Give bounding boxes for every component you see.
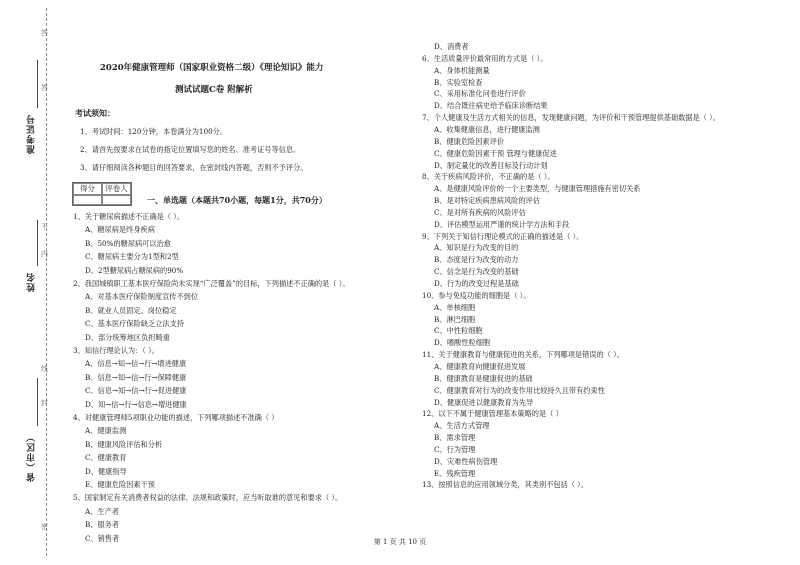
page-footer: 第 1 页 共 10 页 <box>373 538 427 546</box>
answer-option: A、是健康风险评价的一个主要类型，与健康管理措施有密切关系 <box>434 184 641 194</box>
notice-item: 1、考试时间：120分钟，本卷满分为100分。 <box>80 127 228 136</box>
question-stem: 7、个人健康及生活方式相关的信息，发现健康问题，为评价和干预管理提供基础数据是（ ）。 <box>422 113 720 123</box>
answer-option: A、收集健康信息，进行健康监测 <box>434 124 540 134</box>
score-cell[interactable] <box>73 195 102 205</box>
seal-mark: 答 <box>41 84 48 92</box>
notice-item: 3、请仔细阅读各种题目的回答要求，在密封线内答题，否则不予评分。 <box>80 163 308 172</box>
question-stem: 4、对健康管理师5项职业功能的描述，下列哪项描述不准确（ ） <box>73 413 279 422</box>
answer-option: B、是对特定疾病患病风险的评估 <box>434 196 540 206</box>
answer-option: C、采用标准化问卷进行评价 <box>434 89 526 99</box>
question-stem: 1、关于糖尿病描述不正确是（ ）。 <box>73 212 185 221</box>
section-heading: 一、单选题（本题共70小题，每题1分，共70分） <box>147 195 327 205</box>
exam-number-label: 准考证号 <box>27 114 37 154</box>
question-stem: 12、以下不属于健康管理基本策略的是（ ） <box>422 409 563 419</box>
grader-cell-label: 评卷人 <box>102 183 131 195</box>
seal-mark: 内 <box>41 250 48 258</box>
question-stem: 10、参与免疫功能的细胞是（ ）。 <box>422 290 531 300</box>
question-stem: 11、关于健康教育与健康促进的关系，下列哪项是错误的（ ）。 <box>422 350 624 360</box>
province-label: 省（市区） <box>27 432 37 482</box>
question-stem: 3、知信行理论认为：（ ）。 <box>73 346 159 355</box>
answer-option: A、糖尿病是终身疾病 <box>85 225 155 235</box>
answer-option: B、实验室检查 <box>434 77 483 87</box>
answer-option: A、身体机能测量 <box>434 65 490 75</box>
answer-option: D、健康指导 <box>85 466 127 476</box>
question-stem: 9、下列关于知信行理论模式的正确的描述是（ ）。 <box>422 231 584 241</box>
answer-option: B、态度是行为改变的动力 <box>434 255 519 265</box>
answer-option: C、健康教育 <box>85 453 127 463</box>
answer-option: C、中性粒细胞 <box>434 326 483 336</box>
notice-item: 2、请首先按要求在试卷的指定位置填写您的姓名、准考证号等信息。 <box>80 145 301 154</box>
answer-option: B、服务者 <box>85 520 120 530</box>
answer-option: D、部分统筹地区负担畸重 <box>85 332 170 342</box>
score-cell-label: 得分 <box>73 183 102 195</box>
page-title-line-2: 测试试题C卷 附解析 <box>175 85 253 95</box>
answer-option: C、信念是行为改变的基础 <box>434 267 519 277</box>
answer-option: B、就业人员固定、岗位稳定 <box>85 305 177 315</box>
answer-option: D、灾难性病伤管理 <box>434 456 498 466</box>
answer-option: D、评估模型运用严谨的统计学方法和手段 <box>434 219 570 229</box>
answer-option: D、行为的改变过程是基础 <box>434 279 519 288</box>
answer-option: D、消费者 <box>434 42 469 51</box>
answer-option: C、是对所有疾病的风险评估 <box>434 207 526 217</box>
question-stem: 13、按照信息的应用领域分类，其类别不包括（ ）。 <box>422 480 588 490</box>
answer-option: C、健康危险因素干预 管理与健康促进 <box>434 148 557 158</box>
province-field[interactable] <box>37 378 39 426</box>
question-stem: 5、国家制定有关消费者权益的法律、法规和政策时，应当听取谁的意见和要求（ ）。 <box>73 493 343 503</box>
seal-mark: 答 <box>41 29 48 37</box>
notice-heading: 考试须知： <box>75 108 115 118</box>
answer-option: A、信息→知→信→行→增进健康 <box>85 359 187 369</box>
question-stem: 2、我国城镇职工基本医疗保险尚未实现“广泛覆盖”的目标，下列描述不正确的是（ ）。 <box>73 279 350 288</box>
page-title-line-1: 2020年健康管理师（国家职业资格二级）《理论知识》能力 <box>100 63 324 73</box>
exam-number-field[interactable] <box>37 60 39 108</box>
answer-option: D、嗜酸性粒细胞 <box>434 338 491 348</box>
answer-option: A、健康监测 <box>85 426 127 436</box>
answer-option: D、2型糖尿病占糖尿病的90% <box>85 265 184 275</box>
answer-option: B、淋巴细胞 <box>434 314 476 324</box>
name-label: 姓名 <box>27 272 37 292</box>
binding-strip <box>0 0 58 565</box>
answer-option: C、健康教育对行为的改变作用比较持久且带有约束性 <box>434 385 605 395</box>
answer-option: A、对基本医疗保险制度宣传不到位 <box>85 292 199 302</box>
answer-option: C、销售者 <box>85 533 120 543</box>
answer-option: D、健康促进以健康教育为先导 <box>434 397 534 407</box>
answer-option: A、生活方式管理 <box>434 421 490 431</box>
answer-option: B、50%的糖尿病可以治愈 <box>85 238 171 248</box>
answer-option: D、制定量化的改善目标及行动计划 <box>434 160 548 170</box>
answer-option: E、健康危险因素干预 <box>85 480 155 489</box>
question-stem: 8、关于疾病风险评价，不正确的是（ ）。 <box>422 172 555 182</box>
name-field[interactable] <box>37 220 39 266</box>
answer-option: D、结合既往病史给予临床诊断结果 <box>434 101 548 111</box>
answer-option: C、行为管理 <box>434 444 476 454</box>
seal-mark: 密 <box>41 523 48 531</box>
answer-option: C、基本医疗保险缺乏立法支持 <box>85 319 184 329</box>
answer-option: B、健康风险评估和分析 <box>85 439 163 449</box>
answer-option: B、健康教育是健康促进的基础 <box>434 373 533 383</box>
answer-option: A、健康教育向健康促进发展 <box>434 361 526 371</box>
seal-mark: 封 <box>41 399 48 407</box>
answer-option: E、残疾管理 <box>434 468 476 478</box>
seal-mark: 不 <box>41 223 48 231</box>
score-table <box>72 182 132 206</box>
answer-option: C、信息→知→信→行→促进健康 <box>85 386 187 396</box>
answer-option: A、单核细胞 <box>434 302 476 312</box>
answer-option: A、知识是行为改变的目的 <box>434 243 519 253</box>
answer-option: A、生产者 <box>85 506 119 516</box>
answer-option: B、需求管理 <box>434 433 476 443</box>
answer-option: C、糖尿病主要分为1型和2型 <box>85 252 179 262</box>
answer-option: B、信息→知→信→行→保障健康 <box>85 372 187 382</box>
answer-option: D、知→信→行→信息→增进健康 <box>85 399 187 409</box>
question-stem: 6、生活质量评价最常用的方式是（ ）。 <box>422 53 548 63</box>
seal-mark: 线 <box>41 365 48 373</box>
answer-option: B、健康危险因素评价 <box>434 136 504 146</box>
grader-cell[interactable] <box>102 195 131 205</box>
